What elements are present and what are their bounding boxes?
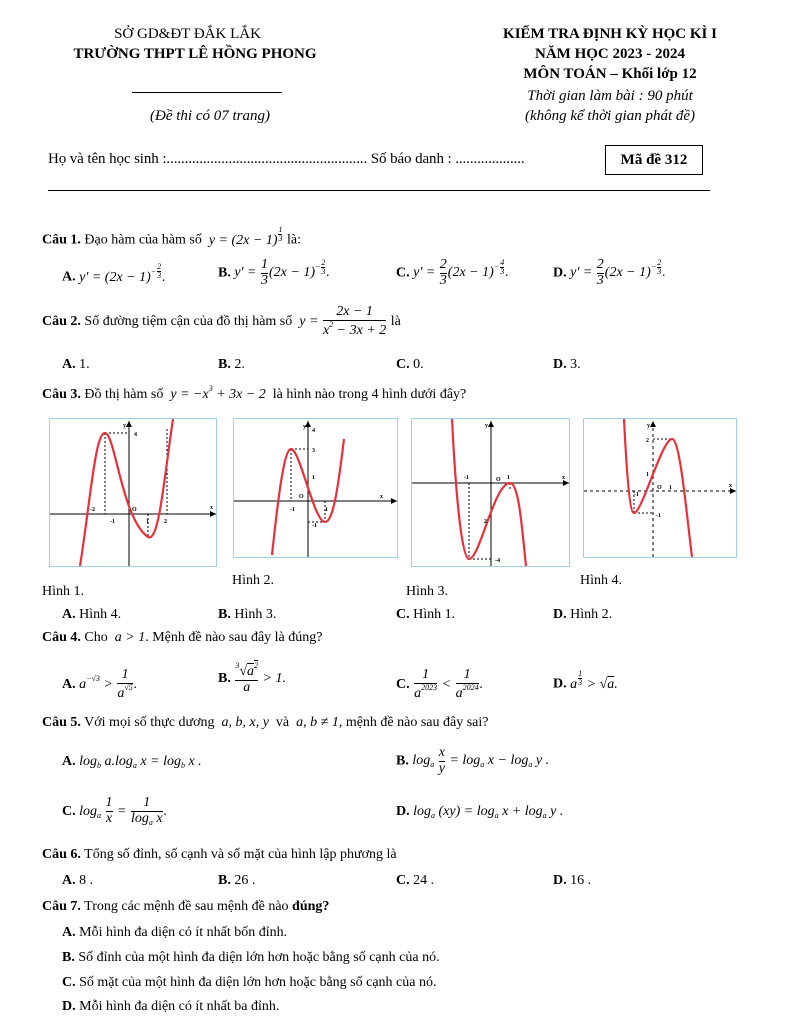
option-value: 16 . (570, 873, 592, 888)
option-letter: B. (62, 950, 75, 965)
option-letter: A. (62, 754, 76, 769)
figure-1-graph (49, 418, 217, 567)
option-value: 26 . (234, 873, 256, 888)
q5-option-d[interactable] (396, 804, 563, 820)
q6-option-c[interactable] (396, 873, 434, 889)
option-formula: y' = $\frac{2}{3}$ $(2x - 1)^{- \frac{2}{3}}$ . (570, 257, 666, 288)
question-3 (42, 384, 466, 403)
question-4 (42, 630, 323, 646)
q5-option-c[interactable] (62, 796, 167, 827)
q3-option-c[interactable] (396, 607, 455, 623)
option-letter: A. (62, 676, 76, 692)
q2-option-a[interactable] (62, 357, 90, 373)
question-tail: . Mệnh đề nào sau đây là đúng? (145, 630, 323, 645)
svg-text:4: 4 (134, 432, 137, 438)
option-formula: $\frac{^3√a^2}{a}$ > 1. (235, 661, 286, 695)
q4-option-c[interactable] (396, 668, 483, 701)
question-emphasis: đúng? (292, 899, 330, 914)
option-letter: C. (396, 357, 410, 372)
svg-text:-1: -1 (290, 507, 295, 513)
option-letter: B. (218, 670, 231, 686)
option-letter: C. (396, 607, 410, 622)
option-letter: D. (553, 873, 567, 888)
q6-option-a[interactable] (62, 873, 93, 889)
svg-text:2: 2 (164, 519, 167, 525)
q1-option-d[interactable] (553, 258, 666, 288)
question-label: Câu 4. (42, 630, 81, 645)
figure-2-caption: Hình 2. (232, 573, 274, 588)
q4-option-d[interactable] (553, 670, 618, 693)
header-divider (48, 190, 710, 191)
option-letter: B. (218, 357, 231, 372)
formula-cond: a, b ≠ 1 (292, 715, 339, 730)
option-value: Mỗi hình đa diện có ít nhất ba đỉnh. (79, 999, 280, 1014)
school-year: NĂM HỌC 2023 - 2024 (535, 46, 685, 62)
option-letter: C. (62, 803, 76, 819)
option-letter: B. (218, 607, 231, 622)
time-limit: Thời gian làm bài : 90 phút (527, 88, 693, 104)
question-label: Câu 1. (42, 232, 81, 248)
svg-text:1: 1 (146, 519, 149, 525)
svg-text:1: 1 (312, 475, 315, 481)
option-letter: C. (396, 676, 410, 692)
school-underline (132, 92, 282, 93)
option-value: 1. (79, 357, 90, 372)
question-tail: là: (286, 232, 301, 248)
option-value: 8 . (79, 873, 94, 888)
question-text: Cho (84, 630, 108, 645)
option-value: Hình 2. (570, 607, 613, 622)
svg-text:x: x (729, 483, 732, 489)
q1-option-a[interactable] (62, 263, 166, 286)
option-letter: A. (62, 925, 76, 940)
svg-text:2: 2 (646, 438, 649, 444)
option-letter: C. (62, 975, 76, 990)
question-text: Với mọi số thực dương (84, 715, 215, 730)
svg-text:1: 1 (669, 485, 672, 491)
svg-text:1: 1 (507, 475, 510, 481)
option-value: 3. (570, 357, 581, 372)
svg-text:-4: -4 (495, 558, 500, 564)
svg-text:O: O (299, 494, 304, 500)
option-letter: D. (553, 676, 567, 692)
option-value: Số đỉnh của một hình đa diện lớn hơn hoặc bằng số cạnh của nó. (78, 950, 440, 965)
q6-option-b[interactable] (218, 873, 255, 889)
option-letter: D. (62, 999, 76, 1014)
option-letter: A. (62, 607, 76, 622)
option-formula: $\log_b a.\log_a$ $x = \log_b x$ . (79, 754, 202, 770)
option-letter: A. (62, 357, 76, 372)
figure-4-graph (583, 418, 737, 558)
q3-option-d[interactable] (553, 607, 612, 623)
q2-option-d[interactable] (553, 357, 581, 373)
q1-option-b[interactable] (218, 258, 330, 288)
q1-option-c[interactable] (396, 258, 509, 288)
option-letter: C. (396, 873, 410, 888)
svg-text:-1: -1 (110, 519, 115, 525)
figure-3-graph (411, 418, 570, 567)
q7-option-d[interactable] (62, 999, 279, 1015)
option-letter: B. (218, 265, 231, 281)
question-text: Số đường tiệm cận của đồ thị hàm số (84, 313, 293, 329)
formula: y = $\frac{2x - 1}{x^2 - 3x + 2}$ (295, 304, 387, 338)
question-text: Đạo hàm của hàm số (84, 232, 202, 248)
svg-text:-2: -2 (90, 507, 95, 513)
question-label: Câu 5. (42, 715, 81, 730)
option-formula: $y' = (2x - 1)^{- \frac{2}{3}}$ . (79, 262, 166, 285)
q5-option-a[interactable] (62, 754, 202, 770)
formula: $y = -x^3 + 3x - 2$ (166, 384, 270, 402)
option-letter: D. (553, 265, 567, 281)
page-count-note: (Đề thi có 07 trang) (150, 108, 270, 124)
formula-vars: a, b, x, y (217, 715, 273, 730)
svg-text:x: x (210, 505, 213, 511)
question-7 (42, 899, 329, 915)
option-formula: $a^{-√3}$ > $\frac{1}{a^{√5}}$ . (79, 667, 138, 701)
option-letter: B. (396, 753, 409, 769)
option-letter: D. (553, 607, 567, 622)
option-letter: C. (396, 265, 410, 281)
option-formula: $\log_a$ $\frac{1}{x}$ = $\frac{1}{\log_a x}$ . (79, 795, 168, 827)
svg-text:y: y (485, 423, 488, 429)
question-label: Câu 2. (42, 313, 81, 329)
svg-text:y: y (123, 423, 126, 429)
question-label: Câu 6. (42, 847, 81, 862)
option-letter: A. (62, 269, 76, 285)
q2-option-b[interactable] (218, 357, 245, 373)
q6-option-d[interactable] (553, 873, 591, 889)
svg-text:1: 1 (646, 472, 649, 478)
option-value: Hình 4. (79, 607, 122, 622)
svg-text:1: 1 (325, 507, 328, 513)
question-label: Câu 3. (42, 387, 81, 402)
q4-option-b[interactable] (218, 662, 286, 695)
time-note: (không kể thời gian phát đề) (524, 108, 696, 124)
student-info-line[interactable]: Họ và tên học sinh :....................................................... Số báo danh : ................... (48, 151, 525, 167)
question-5 (42, 715, 489, 731)
option-value: 2. (234, 357, 245, 372)
svg-text:O: O (496, 477, 501, 483)
formula: a > 1 (111, 630, 146, 645)
svg-text:O: O (657, 485, 662, 491)
option-value: 0. (413, 357, 424, 372)
formula: y = (2x − 1) $^{\frac{1}{3}}$ (205, 225, 283, 248)
svg-text:O: O (132, 507, 137, 513)
q7-option-b[interactable] (62, 950, 440, 966)
svg-text:-1: -1 (656, 513, 661, 519)
figure-3-caption: Hình 3. (406, 584, 448, 599)
option-formula: y' = $\frac{1}{3}$ $(2x - 1)^{- \frac{2}{3}}$ . (234, 257, 330, 288)
option-formula: $\log_a$ $\frac{x}{y}$ = $\log_a x - \log_a y$ . (412, 745, 550, 776)
question-tail: là hình nào trong 4 hình dưới đây? (272, 387, 467, 402)
option-value: Hình 1. (413, 607, 456, 622)
option-value: Số mặt của một hình đa diện lớn hơn hoặc bằng số cạnh của nó. (79, 975, 437, 990)
svg-text:x: x (562, 475, 565, 481)
option-value: Mỗi hình đa diện có ít nhất bốn đỉnh. (79, 925, 288, 940)
svg-text:-1: -1 (312, 523, 317, 529)
option-value: Hình 3. (234, 607, 277, 622)
svg-text:y: y (647, 423, 650, 429)
subject-line: MÔN TOÁN – Khối lớp 12 (523, 66, 697, 82)
option-letter: D. (553, 357, 567, 372)
option-formula: a $^{\frac{1}{3}}$ > √a. (570, 669, 618, 692)
figure-2-graph (233, 418, 398, 558)
svg-text:-1: -1 (464, 475, 469, 481)
svg-text:4: 4 (312, 428, 315, 434)
question-text: Trong các mệnh đề sau mệnh đề nào (84, 899, 289, 914)
option-letter: A. (62, 873, 76, 888)
exam-title: KIỂM TRA ĐỊNH KỲ HỌC KÌ I (503, 26, 717, 42)
svg-text:2: 2 (484, 519, 487, 525)
question-tail: , mệnh đề nào sau đây sai? (338, 715, 489, 730)
q7-option-a[interactable] (62, 925, 287, 941)
question-text: Đồ thị hàm số (84, 387, 164, 402)
question-6 (42, 847, 397, 863)
svg-text:3: 3 (312, 448, 315, 454)
option-formula: $\log_a (xy) = \log_a x + \log_a y$ . (413, 804, 564, 820)
school-name: TRƯỜNG THPT LÊ HỒNG PHONG (73, 46, 317, 62)
option-letter: B. (218, 873, 231, 888)
exam-code-box: Mã đề 312 (605, 145, 703, 175)
option-letter: D. (396, 804, 410, 819)
q3-option-a[interactable] (62, 607, 121, 623)
q7-option-c[interactable] (62, 975, 436, 991)
q2-option-c[interactable] (396, 357, 424, 373)
q3-option-b[interactable] (218, 607, 276, 623)
svg-text:y: y (303, 424, 306, 430)
q4-option-a[interactable] (62, 668, 137, 701)
q5-option-b[interactable] (396, 746, 549, 776)
option-formula: $\frac{1}{a^{2023}}$ < $\frac{1}{a^{2024}}$ . (414, 667, 484, 701)
question-1 (42, 226, 301, 249)
option-formula: y' = $\frac{2}{3}$ $(2x - 1)^{- \frac{4}{3}}$ . (413, 257, 509, 288)
question-tail: là (390, 313, 401, 329)
question-2 (42, 305, 401, 338)
option-value: 24 . (413, 873, 435, 888)
svg-text:-1: -1 (634, 492, 639, 498)
figure-4-caption: Hình 4. (580, 573, 622, 588)
question-mid: và (275, 715, 290, 730)
question-label: Câu 7. (42, 899, 81, 914)
figure-1-caption: Hình 1. (42, 584, 84, 599)
question-text: Tổng số đỉnh, số cạnh và số mặt của hình lập phương là (84, 847, 397, 862)
svg-text:x: x (380, 494, 383, 500)
department-name: SỞ GD&ĐT ĐẮK LẮK (114, 26, 261, 42)
